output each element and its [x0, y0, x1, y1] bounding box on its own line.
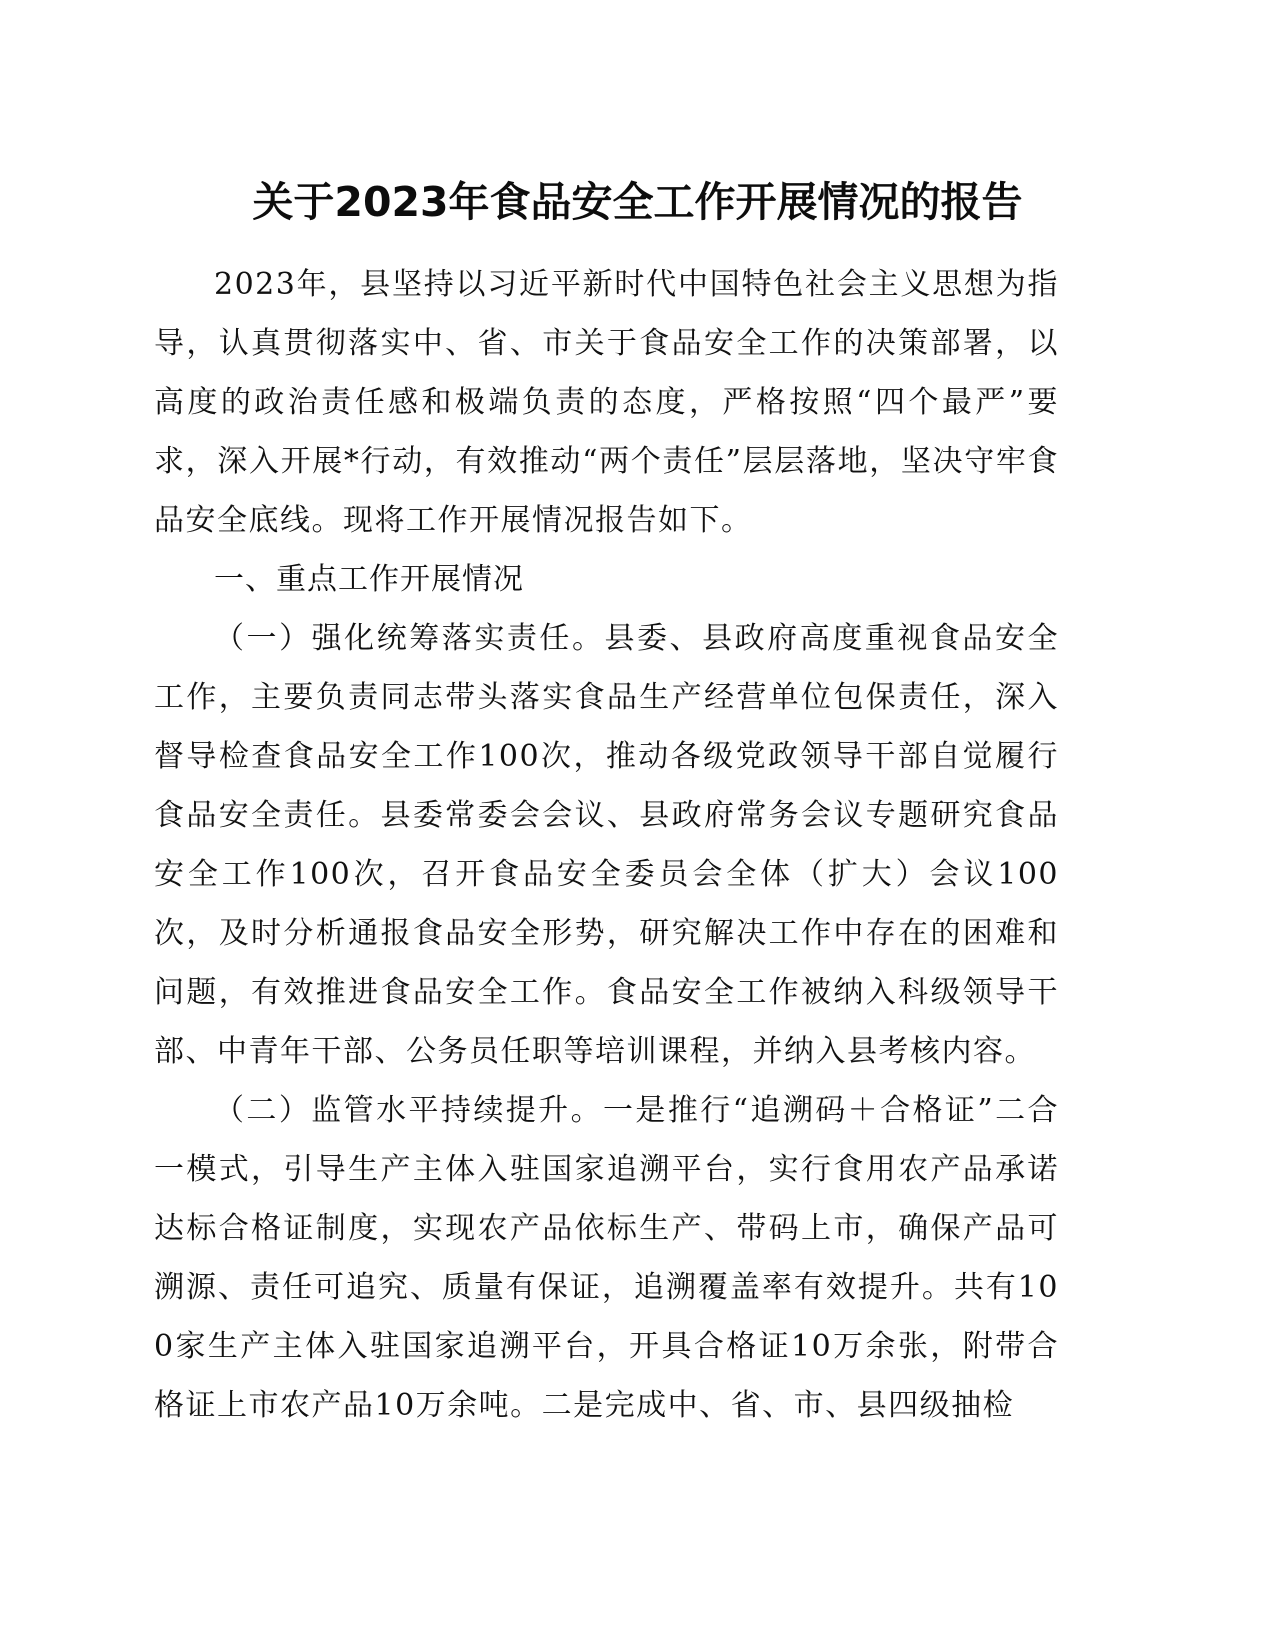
document-body	[154, 255, 1059, 1435]
document-title: 关于2023年食品安全工作开展情况的报告	[252, 178, 1023, 226]
intro-paragraph: 2023年，县坚持以习近平新时代中国特色社会主义思想为指导，认真贯彻落实中、省、市关于食品安全工作的决策部署，以高度的政治责任感和极端负责的态度，严格按照“四个最严”要求，深入开展*行动，有效推动“两个责任”层层落地，坚决守牢食品安全底线。现将工作开展情况报告如下。	[154, 267, 1059, 538]
section-paragraph-1: （一）强化统筹落实责任。县委、县政府高度重视食品安全工作，主要负责同志带头落实食品生产经营单位包保责任，深入督导检查食品安全工作100次，推动各级党政领导干部自觉履行食品安全责任。县委常委会会议、县政府常务会议专题研究食品安全工作100次，召开食品安全委员会全体（扩大）会议100次，及时分析通报食品安全形势，研究解决工作中存在的困难和问题，有效推进食品安全工作。食品安全工作被纳入科级领导干部、中青年干部、公务员任职等培训课程，并纳入县考核内容。	[154, 621, 1059, 1069]
section-paragraph-2: （二）监管水平持续提升。一是推行“追溯码＋合格证”二合一模式，引导生产主体入驻国家追溯平台，实行食用农产品承诺达标合格证制度，实现农产品依标生产、带码上市，确保产品可溯源、责任可追究、质量有保证，追溯覆盖率有效提升。共有100家生产主体入驻国家追溯平台，开具合格证10万余张，附带合格证上市农产品10万余吨。二是完成中、省、市、县四级抽检	[154, 1093, 1059, 1423]
section-heading: 一、重点工作开展情况	[214, 562, 524, 597]
